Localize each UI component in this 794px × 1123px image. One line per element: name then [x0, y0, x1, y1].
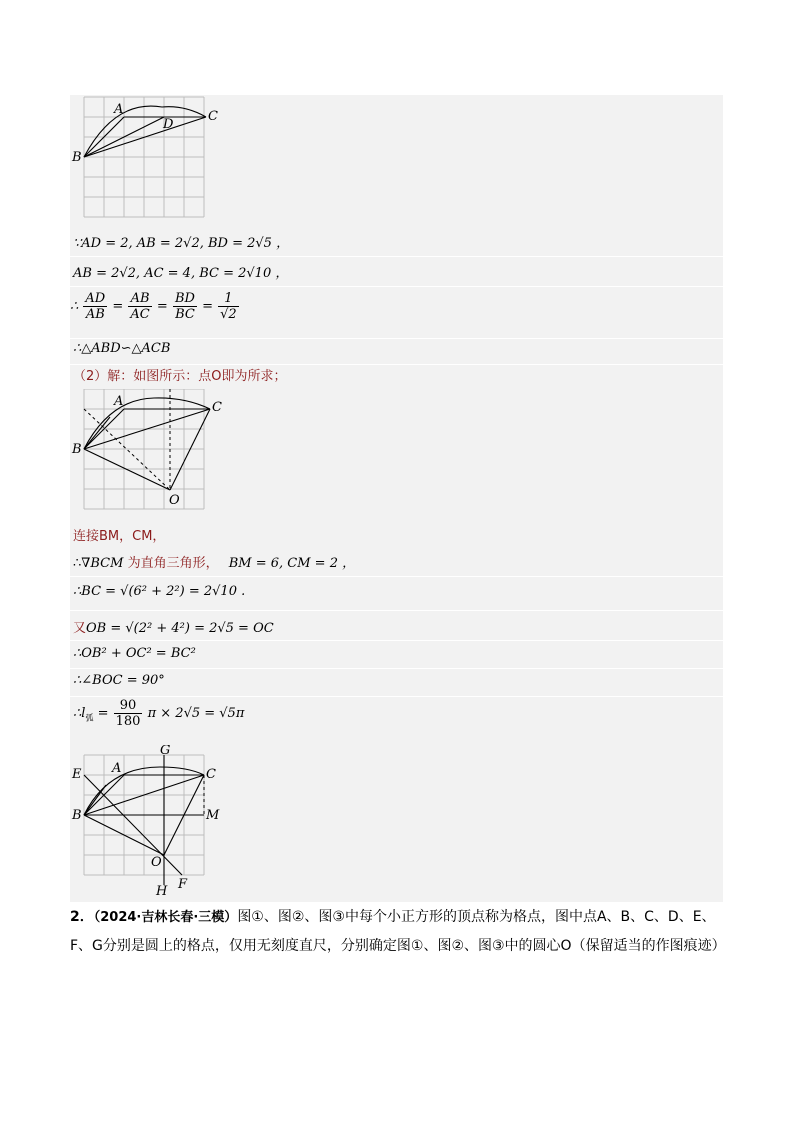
line-3-ratio: ∴ $\frac{AD}{AB}$ = $\frac{AB}{AC}$ = $\frac{BD}{BC}$ = $\frac{1}{√2}$ [70, 291, 237, 322]
grid-2 [84, 389, 204, 509]
label-C: C [208, 109, 218, 124]
label-A: A [114, 394, 124, 409]
label-E: E [72, 767, 82, 782]
label-C: C [212, 400, 222, 415]
part-2-heading: （2）解：如图所示：点O即为所求； [73, 369, 287, 384]
line-12-arc-length: $\therefore l_弧$ = $\frac{90}{180}$ π × 2√5 = √5π [73, 698, 245, 729]
label-B: B [72, 808, 82, 823]
line-1: ∵AD = 2, AB = 2√2, BD = 2√5 ， [73, 236, 290, 251]
label-G: G [160, 745, 171, 758]
solution-panel [70, 95, 723, 902]
label-D: D [163, 117, 174, 132]
label-A: A [114, 102, 124, 117]
label-A: A [112, 761, 122, 776]
line-2: AB = 2√2, AC = 4, BC = 2√10 ， [73, 266, 289, 281]
figure-1 [70, 95, 230, 220]
label-O: O [151, 855, 162, 870]
label-B: B [72, 442, 82, 457]
line-10: ∴OB² + OC² = BC² [73, 646, 196, 661]
label-H: H [156, 884, 168, 897]
label-F: F [178, 877, 188, 892]
line-7: ∴∇BCM 为直角三角形， BM = 6, CM = 2 ， [73, 556, 356, 571]
line-6: 连接BM，CM， [73, 529, 166, 544]
figure-3 [70, 745, 240, 897]
label-C: C [206, 767, 216, 782]
label-O: O [169, 493, 180, 508]
line-11: ∴∠BOC = 90° [73, 673, 165, 688]
construction-2 [84, 398, 210, 490]
figure-2 [70, 389, 230, 514]
question-2: 2．（2024·吉林长春·三模）图①、图②、图③中每个小正方形的顶点称为格点，图中点A、B、C、D、E、F、G分别是圆上的格点，仅用无刻度直尺，分别确定图①、图②、图③中的圆心O（保留适当的作图痕迹） [70, 909, 726, 954]
label-B: B [72, 150, 82, 165]
label-M: M [206, 808, 220, 823]
line-9: 又OB = √(2² + 4²) = 2√5 = OC [73, 621, 274, 636]
line-8: ∴BC = √(6² + 2²) = 2√10 . [73, 584, 246, 599]
grid-1 [84, 97, 204, 217]
line-4: ∴△ABD∽△ACB [73, 341, 171, 356]
construction-1 [84, 106, 206, 157]
